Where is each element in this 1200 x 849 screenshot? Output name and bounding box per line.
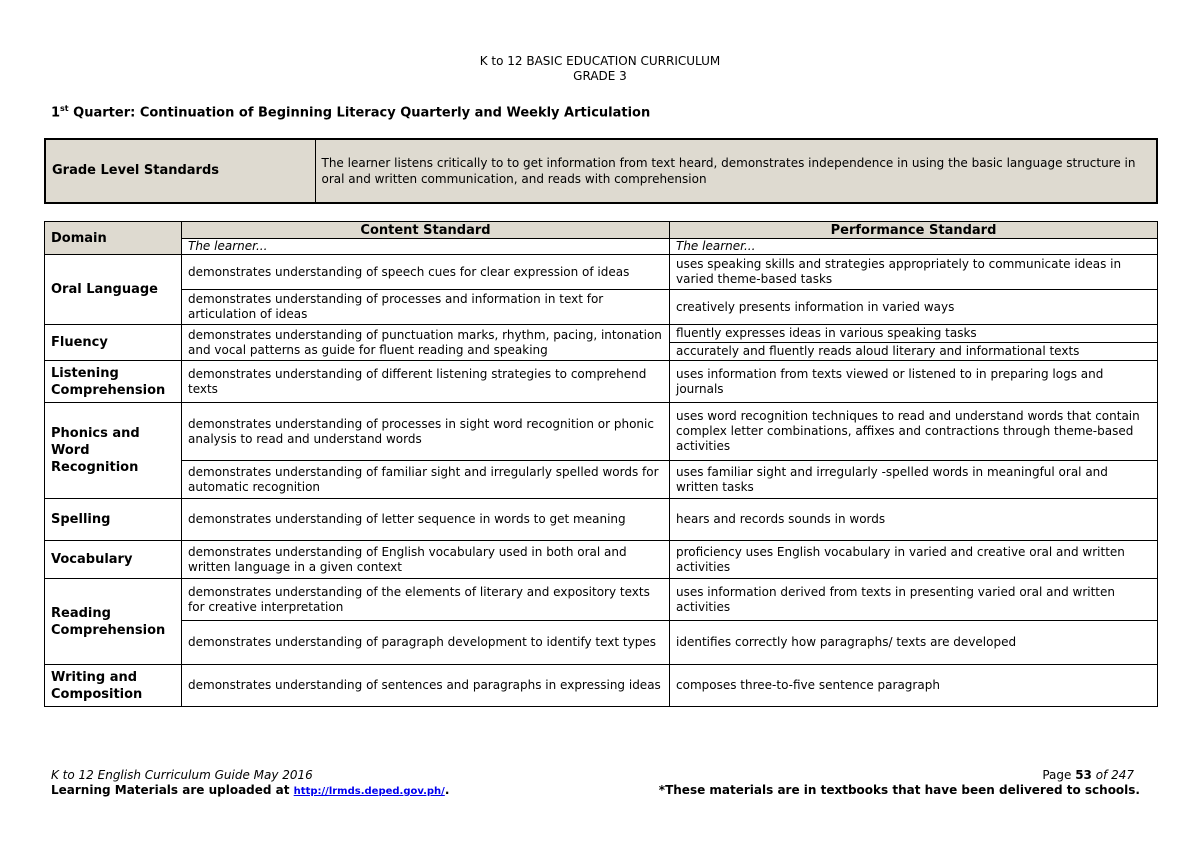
performance-standard-cell: fluently expresses ideas in various speaking tasks (670, 325, 1158, 343)
content-standard-cell: demonstrates understanding of different listening strategies to comprehend texts (182, 361, 670, 403)
document-title: K to 12 BASIC EDUCATION CURRICULUM (479, 54, 721, 68)
content-standard-cell: demonstrates understanding of the elements of literary and expository texts for creative interpretation (182, 579, 670, 621)
performance-standard-cell: proficiency uses English vocabulary in varied and creative oral and written activities (670, 541, 1158, 579)
content-standard-header: Content Standard (182, 222, 670, 239)
performance-standard-cell: uses information derived from texts in presenting varied oral and written activities (670, 579, 1158, 621)
footer-guide: K to 12 English Curriculum Guide May 2016 (51, 768, 313, 782)
grade-label: GRADE 3 (573, 69, 627, 83)
performance-standard-cell: uses familiar sight and irregularly -spelled words in meaningful oral and written tasks (670, 461, 1158, 499)
page-total: of 247 (1091, 768, 1134, 782)
page-indicator (1042, 768, 1134, 783)
performance-standard-header: Performance Standard (670, 222, 1158, 239)
domain-vocabulary: Vocabulary (45, 541, 182, 579)
domain-listening-comprehension: Listening Comprehension (45, 361, 182, 403)
quarter-number: 1 (51, 105, 61, 121)
page-number: 53 (1075, 768, 1092, 782)
performance-standard-cell: uses word recognition techniques to read and understand words that contain complex letter combinations, affixes and contractions through theme-based activities (670, 403, 1158, 461)
content-standard-cell: demonstrates understanding of processes in sight word recognition or phonic analysis to read and understand words (182, 403, 670, 461)
footer-textbook-note: *These materials are in textbooks that have been delivered to schools. (658, 783, 1140, 797)
content-standard-cell: demonstrates understanding of sentences and paragraphs in expressing ideas (182, 665, 670, 707)
performance-standard-cell: accurately and fluently reads aloud literary and informational texts (670, 343, 1158, 361)
content-standard-cell: demonstrates understanding of punctuation marks, rhythm, pacing, intonation and vocal patterns as guide for fluent reading and speaking (182, 325, 670, 361)
footer-upload-prefix: Learning Materials are uploaded at (51, 783, 294, 797)
domain-spelling: Spelling (45, 499, 182, 541)
quarter-ordinal: st (60, 104, 69, 113)
content-standard-cell: demonstrates understanding of speech cues for clear expression of ideas (182, 255, 670, 290)
grade-level-standards-text: The learner listens critically to to get information from text heard, demonstrates independence in using the basic language structure in oral and written communication, and reads with comprehension (315, 139, 1157, 203)
page-label: Page (1042, 768, 1076, 782)
grade-level-standards-label: Grade Level Standards (45, 139, 315, 203)
content-standard-cell: demonstrates understanding of letter sequence in words to get meaning (182, 499, 670, 541)
learner-label-performance: The learner... (670, 239, 1158, 255)
performance-standard-cell: hears and records sounds in words (670, 499, 1158, 541)
domain-writing-composition: Writing and Composition (45, 665, 182, 707)
quarter-title: Quarter: Continuation of Beginning Literacy Quarterly and Weekly Articulation (68, 105, 651, 121)
footer-upload-suffix: . (444, 783, 450, 797)
domain-fluency: Fluency (45, 325, 182, 361)
lrmds-link[interactable]: http://lrmds.deped.gov.ph/ (293, 786, 445, 797)
standards-table (44, 221, 1158, 707)
content-standard-cell: demonstrates understanding of processes and information in text for articulation of ideas (182, 290, 670, 325)
domain-oral-language: Oral Language (45, 255, 182, 325)
domain-reading-comprehension: Reading Comprehension (45, 579, 182, 665)
grade-level-standards-box (44, 138, 1158, 204)
content-standard-cell: demonstrates understanding of familiar sight and irregularly spelled words for automatic recognition (182, 461, 670, 499)
performance-standard-cell: composes three-to-five sentence paragraph (670, 665, 1158, 707)
performance-standard-cell: creatively presents information in varied ways (670, 290, 1158, 325)
domain-header: Domain (45, 222, 182, 255)
content-standard-cell: demonstrates understanding of paragraph development to identify text types (182, 621, 670, 665)
performance-standard-cell: uses information from texts viewed or listened to in preparing logs and journals (670, 361, 1158, 403)
domain-phonics-word-recognition: Phonics and Word Recognition (45, 403, 182, 499)
content-standard-cell: demonstrates understanding of English vocabulary used in both oral and written language in a given context (182, 541, 670, 579)
learner-label-content: The learner... (182, 239, 670, 255)
footer-upload-note (51, 783, 449, 799)
performance-standard-cell: identifies correctly how paragraphs/ texts are developed (670, 621, 1158, 665)
quarter-heading (51, 104, 650, 120)
performance-standard-cell: uses speaking skills and strategies appropriately to communicate ideas in varied theme-based tasks (670, 255, 1158, 290)
